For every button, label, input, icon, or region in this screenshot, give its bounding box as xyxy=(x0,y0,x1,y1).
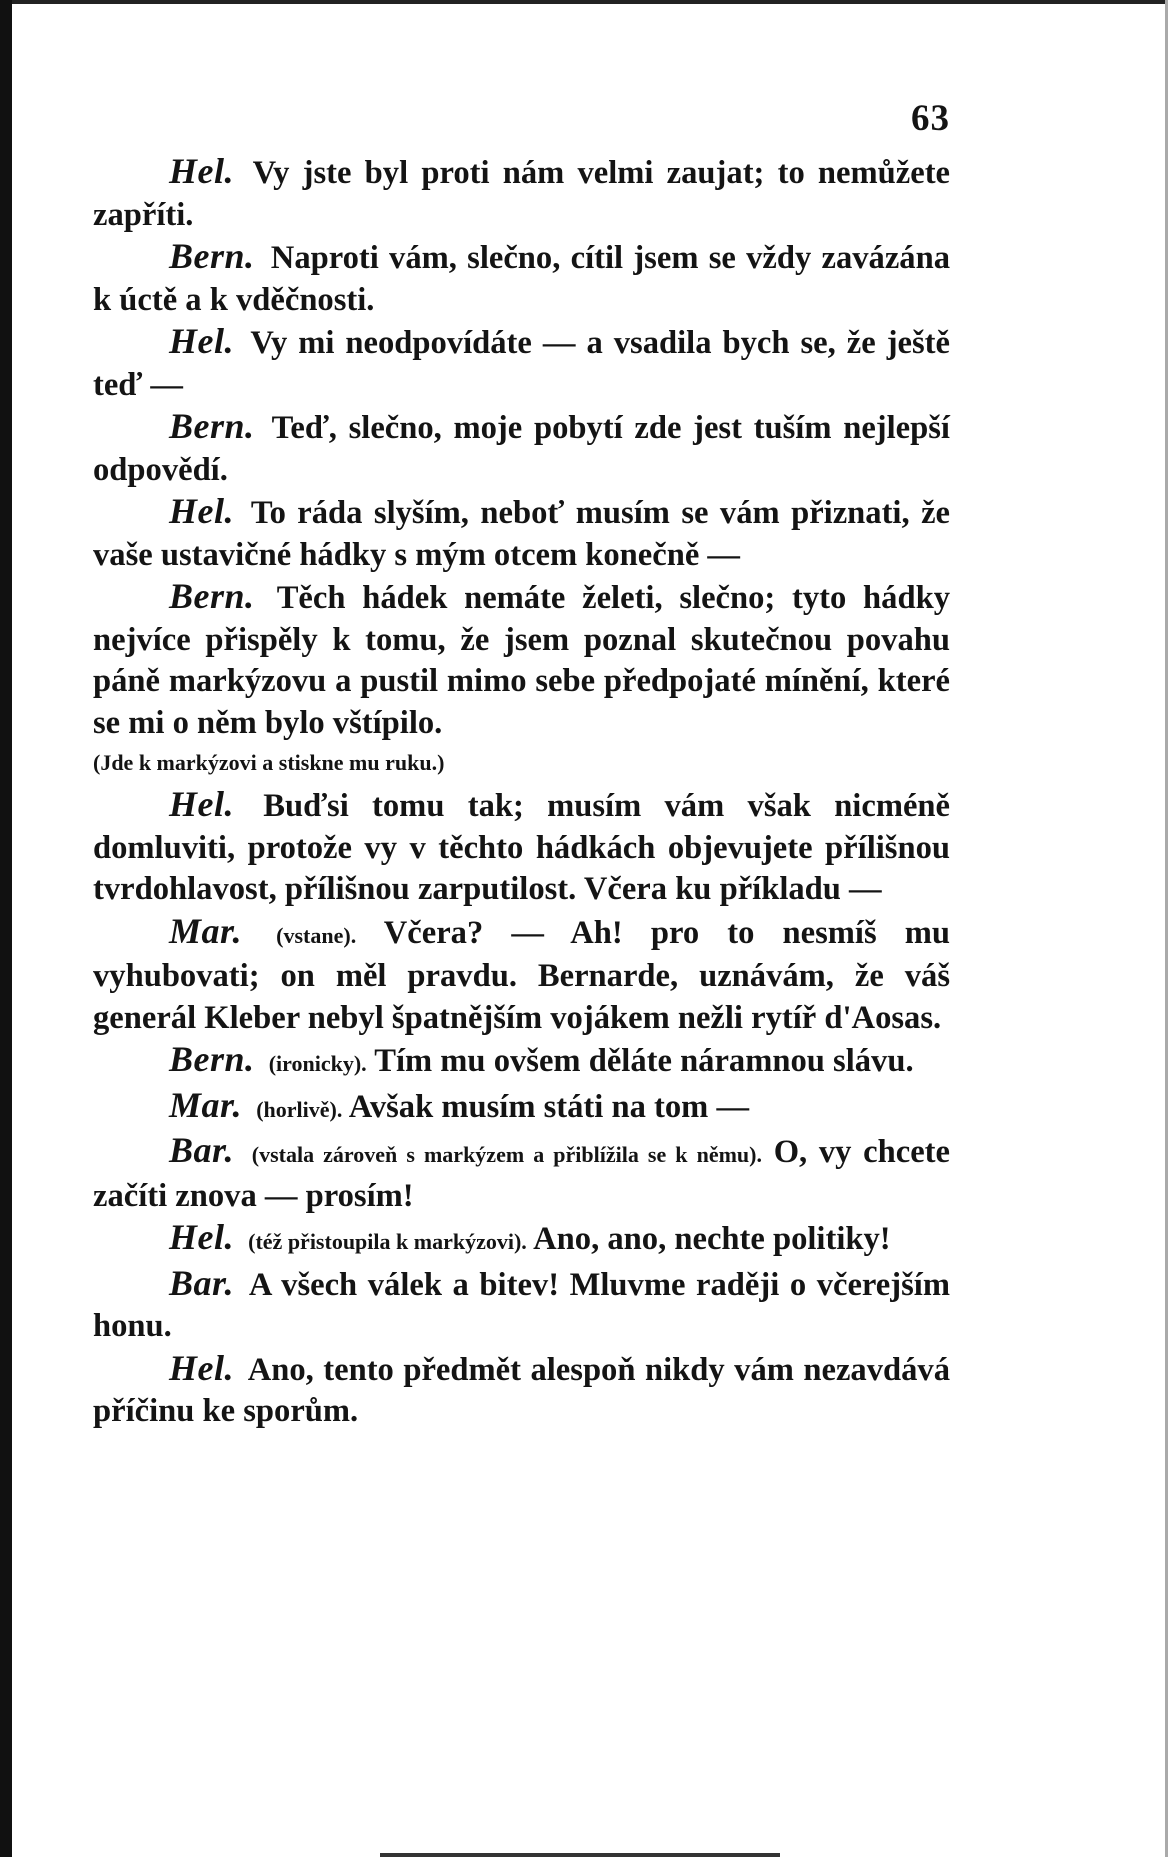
spoken-text: Ano, ano, nechte politiky! xyxy=(533,1221,891,1257)
dialogue-turn xyxy=(93,321,950,406)
scan-edge-bottom xyxy=(380,1853,780,1857)
spoken-text: Naproti vám, slečno, cítil jsem se vždy zavázána k úctě a k vděčnosti. xyxy=(93,240,950,318)
dialogue-turn xyxy=(93,1130,950,1217)
dialogue-turn xyxy=(93,151,950,236)
spoken-text: Těch hádek nemáte želeti, slečno; tyto hádky nejvíce přispěly k tomu, že jsem poznal skutečnou povahu páně markýzovu a pustil mimo sebe předpojaté mínění, které se mi o něm bylo vštípilo. xyxy=(93,580,950,741)
speaker-name: Bar. xyxy=(169,1262,235,1303)
scan-edge-top xyxy=(0,0,1168,4)
stage-direction: (vstane). xyxy=(276,922,357,948)
dialogue-turn xyxy=(93,406,950,491)
page-number: 63 xyxy=(911,98,950,139)
speaker-name: Bern. xyxy=(169,576,255,616)
speaker-name: Mar. xyxy=(169,1084,243,1125)
speaker-name: Hel. xyxy=(169,784,234,824)
spoken-text: Buďsi tomu tak; musím vám však nicméně domluviti, protože vy v těchto hádkách objevujete přílišnou tvrdohlavost, přílišnou zarputilost. Včera ku příkladu — xyxy=(93,788,950,907)
speaker-name: Hel. xyxy=(169,491,234,531)
speaker-name: Hel. xyxy=(169,321,234,361)
stage-direction: (též přistoupila k markýzovi). xyxy=(248,1229,527,1254)
spoken-text: O, vy chcete začíti znova — prosím! xyxy=(93,1134,950,1214)
spoken-text: Včera? — Ah! pro to nesmíš mu vyhubovati; on měl pravdu. Bernarde, uznávám, že váš generál Kleber nebyl špatnějším vojákem nežli rytíř d'Aosas. xyxy=(93,914,950,1036)
speaker-name: Bern. xyxy=(169,1039,255,1079)
dialogue xyxy=(93,151,950,1433)
spoken-text: To ráda slyším, neboť musím se vám přiznati, že vaše ustavičné hádky s mým otcem konečně — xyxy=(93,495,950,573)
speaker-name: Hel. xyxy=(169,151,234,191)
stage-direction: (horlivě). xyxy=(256,1096,343,1122)
scan-edge-left xyxy=(0,0,12,1857)
stage-direction: (vstala zároveň s markýzem a přiblížila se k němu). xyxy=(251,1142,762,1167)
dialogue-turn xyxy=(93,491,950,576)
spoken-text: A všech válek a bitev! Mluvme raději o včerejším honu. xyxy=(93,1266,950,1344)
spoken-text: Vy jste byl proti nám velmi zaujat; to nemůžete zapříti. xyxy=(93,155,950,233)
speaker-name: Bar. xyxy=(169,1130,235,1170)
stage-direction-line: (Jde k markýzovi a stiskne mu ruku.) xyxy=(93,750,445,775)
stage-direction: (ironicky). xyxy=(268,1051,367,1076)
spoken-text: Avšak musím státi na tom — xyxy=(348,1088,750,1125)
speaker-name: Bern. xyxy=(169,406,255,446)
dialogue-turn xyxy=(93,911,950,1040)
spoken-text: Tím mu ovšem děláte náramnou slávu. xyxy=(374,1043,914,1079)
speaker-name: Hel. xyxy=(169,1217,234,1257)
dialogue-turn xyxy=(93,1085,950,1131)
speaker-name: Bern. xyxy=(169,236,255,276)
dialogue-turn xyxy=(93,1263,950,1348)
spoken-text: Vy mi neodpovídáte — a vsadila bych se, že ještě teď — xyxy=(93,325,950,403)
spoken-text: Teď, slečno, moje pobytí zde jest tuším nejlepší odpovědí. xyxy=(93,410,950,488)
dialogue-turn xyxy=(93,576,950,744)
dialogue-turn xyxy=(93,236,950,321)
dialogue-turn xyxy=(93,784,950,911)
dialogue-turn xyxy=(93,1348,950,1433)
book-page xyxy=(93,100,950,1433)
dialogue-turn xyxy=(93,1039,950,1085)
speaker-name: Mar. xyxy=(169,910,243,951)
speaker-name: Hel. xyxy=(169,1347,234,1388)
dialogue-turn xyxy=(93,1217,950,1263)
spoken-text: Ano, tento předmět alespoň nikdy vám nezavdává příčinu ke sporům. xyxy=(93,1351,950,1429)
